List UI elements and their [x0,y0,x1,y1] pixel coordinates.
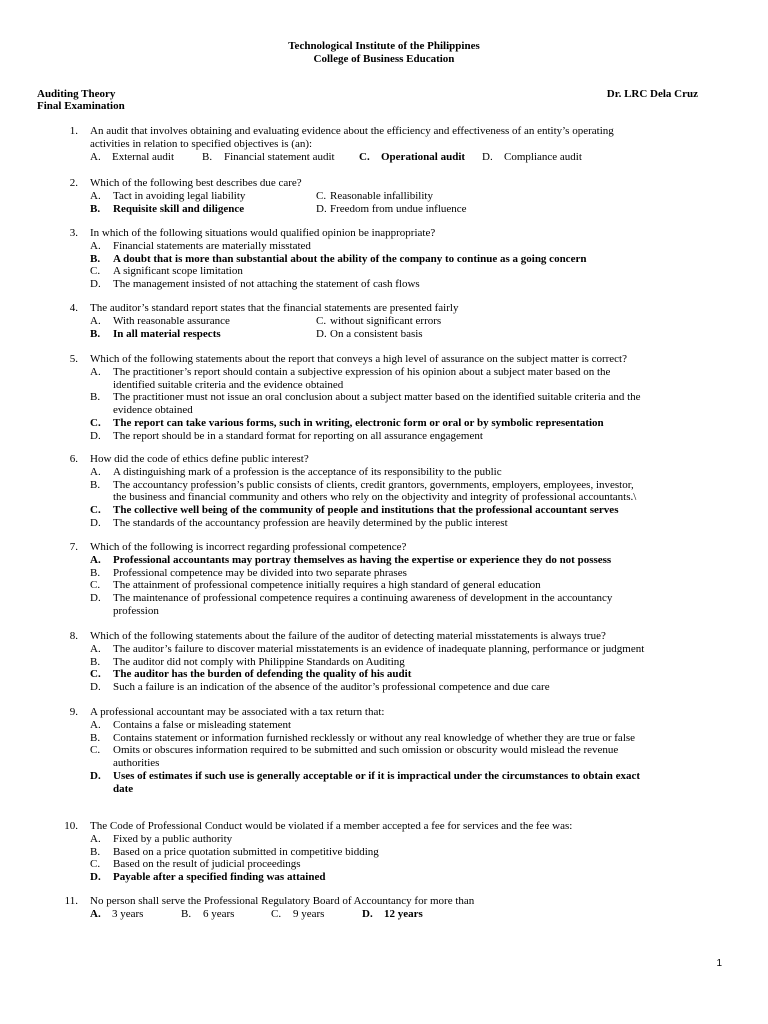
choice-letter: C. [90,579,101,592]
choice-letter: B. [90,655,101,668]
choice-letter: C. [359,150,370,163]
choice-letter: C. [316,189,327,202]
question-stem: Which of the following is incorrect regarding professional competence? [90,541,407,553]
question-item [0,227,768,291]
question-item [0,630,768,694]
choice-letter: B. [90,731,101,744]
question-item [0,353,768,442]
choice-letter: A. [90,832,101,845]
choice-text: Requisite skill and diligence [113,202,245,215]
choice-letter: D. [90,278,101,291]
question-item [0,895,768,920]
choice-text: External audit [112,150,175,163]
choice-letter: A. [90,553,101,566]
choice-text: The auditor’s failure to discover material misstatements is an evidence of inadequate planning, performance or judgment [113,642,645,655]
choice-letter: A. [90,189,101,202]
choice-text: 12 years [384,907,423,920]
choice-text: 9 years [293,907,325,920]
choice-text: profession [113,605,159,617]
choice-letter: A. [90,239,101,252]
choice-text: Payable after a specified finding was attained [113,871,326,884]
choice-letter: D. [90,429,101,442]
choice-letter: A. [90,907,101,920]
choice-letter: D. [90,592,101,605]
choice-letter: B. [202,150,213,163]
choice-text: The management insisted of not attaching the statement of cash flows [113,278,420,291]
question-item [0,820,768,884]
question-stem: Which of the following statements about the report that conveys a high level of assurance on the subject matter is correct? [90,353,627,365]
choice-text: Fixed by a public authority [113,832,233,845]
choice-text: Compliance audit [504,150,582,163]
institution-name: Technological Institute of the Philippines [288,40,480,52]
choice-letter: D. [90,517,101,529]
question-item [0,125,768,163]
choice-letter: B. [90,327,101,340]
question-item [0,453,768,529]
choice-text: In all material respects [113,327,221,340]
choice-text: Reasonable infallibility [330,189,433,202]
question-number: 5. [69,353,78,365]
question-item [0,706,768,795]
choice-text: Financial statement audit [224,150,335,163]
choice-letter: B. [90,478,101,491]
question-stem: No person shall serve the Professional Regulatory Board of Accountancy for more than [90,895,475,907]
choice-text: The practitioner must not issue an oral conclusion about a subject matter based on the identified suitable criteria and the [113,391,641,404]
choice-letter: C. [90,668,101,681]
choice-letter: A. [90,718,101,731]
question-number: 9. [69,706,78,718]
choice-text: authorities [113,757,160,770]
choice-letter: C. [90,265,101,278]
choice-text: The auditor has the burden of defending the quality of his audit [113,668,412,681]
question-stem: Which of the following statements about the failure of the auditor of detecting material misstatements is always true? [90,630,606,642]
choice-text: The standards of the accountancy profession are heavily determined by the public interest [113,517,508,529]
choice-text: the business and financial community and others who rely on the objectivity and integrity of professional accountants.\ [113,491,637,504]
question-number: 10. [64,820,78,832]
choice-text: The attainment of professional competence initially requires a high standard of general education [113,579,541,592]
choice-text: The accountancy profession’s public consists of clients, credit grantors, governments, employers, employees, investor, [113,478,634,491]
choice-letter: C. [90,417,101,429]
choice-text: 6 years [203,907,235,920]
question-number: 2. [69,177,78,189]
question-number: 8. [69,630,78,642]
choice-text: Tact in avoiding legal liability [113,189,246,202]
choice-letter: B. [90,845,101,858]
choice-text: With reasonable assurance [113,314,230,327]
question-stem: The auditor’s standard report states that the financial statements are presented fairly [90,302,459,314]
question-stem: A professional accountant may be associated with a tax return that: [90,706,385,718]
choice-text: Financial statements are materially misstated [113,239,311,252]
choice-letter: D. [316,327,327,340]
choice-letter: D. [90,871,101,884]
choice-text: Omits or obscures information required to be submitted and such omission or obscurity would mislead the revenue [113,744,619,757]
choice-letter: D. [90,770,101,782]
choice-letter: B. [90,202,101,215]
choice-text: 3 years [112,907,144,920]
instructor-name: Dr. LRC Dela Cruz [606,88,698,100]
question-stem: The Code of Professional Conduct would be violated if a member accepted a fee for services and the fee was: [90,820,573,832]
choice-text: The practitioner’s report should contain a subjective expression of his opinion about a subject mater based on the [113,365,611,378]
choice-text: The report can take various forms, such in writing, electronic form or oral or by symbolic representation [113,417,604,429]
choice-text: The collective well being of the community of people and institutions that the professional accountant serves [113,504,619,517]
choice-text: Contains a false or misleading statement [113,718,292,731]
choice-letter: B. [181,907,192,920]
choice-text: evidence obtained [113,404,193,417]
question-stem: An audit that involves obtaining and evaluating evidence about the efficiency and effectiveness of an entity’s operating [90,125,614,137]
choice-text: Such a failure is an indication of the absence of the auditor’s professional competence and due care [113,681,550,694]
choice-letter: B. [90,391,101,404]
choice-letter: A. [90,150,101,163]
choice-letter: A. [90,642,101,655]
question-stem: In which of the following situations would qualified opinion be inappropriate? [90,227,436,239]
choice-text: A distinguishing mark of a profession is the acceptance of its responsibility to the public [113,465,502,478]
question-item [0,302,768,340]
college-name: College of Business Education [313,53,455,65]
choice-letter: C. [90,744,101,757]
page-number: 1 [716,958,722,969]
question-number: 3. [69,227,78,239]
choice-text: On a consistent basis [330,327,423,340]
choice-letter: A. [90,314,101,327]
choice-text: Uses of estimates if such use is generally acceptable or if it is impractical under the circumstances to obtain exact [113,770,641,782]
choice-letter: B. [90,252,101,265]
question-item [0,177,768,215]
choice-letter: C. [271,907,282,920]
choice-text: Based on the result of judicial proceedings [113,858,301,871]
question-stem: Which of the following best describes due care? [90,177,302,189]
choice-text: without significant errors [330,314,442,327]
choice-text: The report should be in a standard format for reporting on all assurance engagement [113,429,483,442]
choice-text: date [113,782,134,795]
choice-text: Contains statement or information furnished recklessly or without any real knowledge of whether they are true or false [113,731,636,744]
choice-text: A doubt that is more than substantial about the ability of the company to continue as a going concern [113,252,587,265]
question-item [0,541,768,617]
question-number: 4. [69,302,78,314]
choice-letter: A. [90,365,101,378]
choice-letter: B. [90,566,101,579]
choice-text: Freedom from undue influence [330,202,467,215]
course-title: Auditing Theory [37,88,116,100]
choice-text: The auditor did not comply with Philippine Standards on Auditing [113,655,405,668]
question-number: 6. [69,453,78,465]
choice-letter: D. [316,202,327,215]
choice-text: The maintenance of professional competence requires a continuing awareness of development in the accountancy [113,592,613,605]
exam-title: Final Examination [37,100,125,112]
choice-text: identified suitable criteria and the evidence obtained [113,378,344,391]
choice-text: Operational audit [381,150,466,163]
choice-text: Based on a price quotation submitted in competitive bidding [113,845,379,858]
choice-letter: C. [90,858,101,871]
choice-letter: D. [90,681,101,694]
choice-letter: C. [316,314,327,327]
question-number: 7. [69,541,78,553]
choice-text: A significant scope limitation [113,265,243,278]
question-number: 11. [64,895,78,907]
question-number: 1. [69,125,78,137]
choice-text: Professional accountants may portray themselves as having the expertise or experience they do not possess [113,553,612,566]
choice-letter: C. [90,504,101,517]
question-stem: How did the code of ethics define public interest? [90,453,309,465]
question-stem: activities in relation to specified objectives is (an): [90,137,313,150]
choice-letter: A. [90,465,101,478]
choice-letter: D. [362,907,373,920]
choice-letter: D. [482,150,493,163]
choice-text: Professional competence may be divided into two separate phrases [113,566,407,579]
